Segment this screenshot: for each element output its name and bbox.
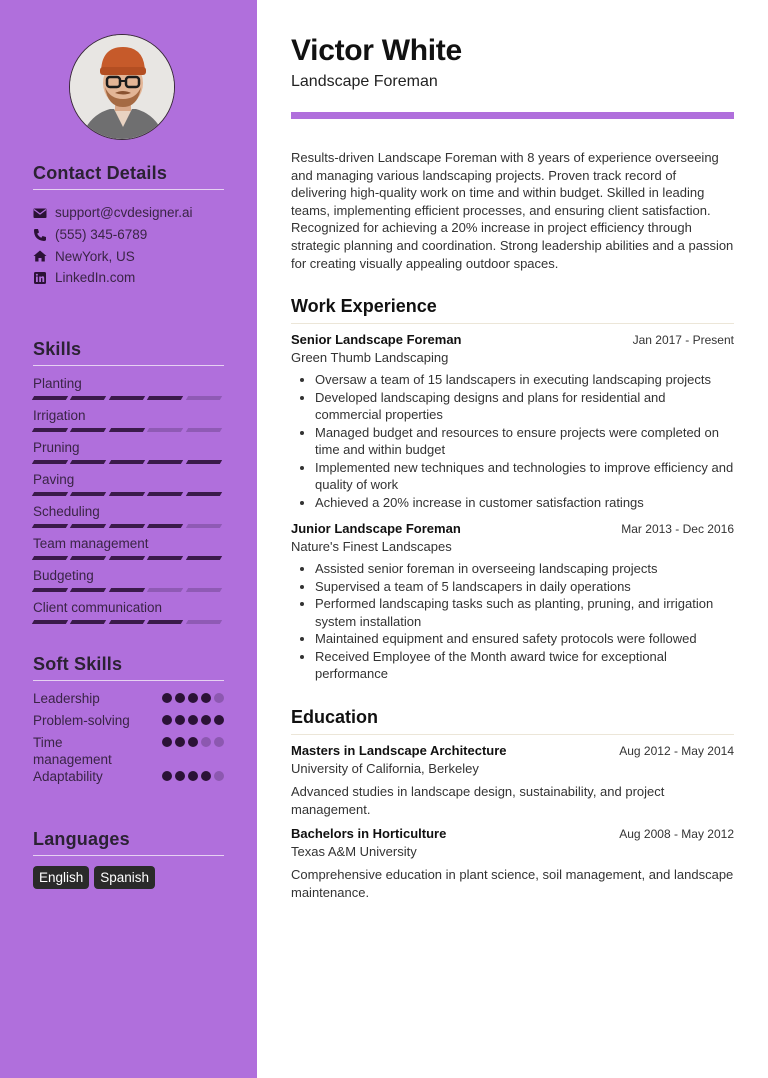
skill-name: Irrigation: [33, 408, 86, 423]
rating-dot: [188, 771, 198, 781]
skill-item: [33, 535, 224, 567]
soft-skill-item: [33, 712, 224, 734]
summary-text: Results-driven Landscape Foreman with 8 years of experience overseeing and managing various landscaping projects. Proven track record of delivering high-quality work on time and within budget. Skilled in leading teams, implementing efficient processes, and ensuring client satisfaction. Recognized for achieving a 20% increase in project efficiency through strategic planning and coordination. Strong leadership abilities and a passion for creating visually appealing outdoor spaces.: [291, 150, 734, 271]
degree-title: Masters in Landscape Architecture: [291, 743, 507, 758]
education-date: Aug 2012 - May 2014: [619, 744, 734, 758]
skill-name: Budgeting: [33, 568, 94, 583]
skill-name: Planting: [33, 376, 82, 391]
skill-item: [33, 471, 224, 503]
skills-title: Skills: [33, 339, 224, 366]
skill-level-segment: [70, 588, 107, 592]
skill-level-segment: [32, 556, 69, 560]
soft-skill-name: Adaptability: [33, 769, 103, 784]
job-company: Nature's Finest Landscapes: [291, 539, 452, 554]
skill-level-segment: [185, 524, 222, 528]
rating-dot: [188, 737, 198, 747]
work-experience-title: Work Experience: [291, 296, 734, 324]
skill-level-segment: [70, 428, 107, 432]
skill-level-segment: [32, 396, 69, 400]
rating-dot: [175, 737, 185, 747]
skill-level-segment: [147, 492, 184, 496]
soft-skill-rating: [162, 712, 224, 725]
skill-level-segment: [185, 396, 222, 400]
home-icon: [33, 249, 47, 263]
contact-phone-text: (555) 345-6789: [55, 227, 148, 243]
skill-level-bar: [33, 588, 221, 592]
envelope-icon: [33, 206, 47, 220]
skill-level-segment: [147, 524, 184, 528]
education-entry: [291, 826, 734, 901]
skill-level-bar: [33, 556, 221, 560]
degree-title: Bachelors in Horticulture: [291, 826, 447, 841]
school-name: Texas A&M University: [291, 844, 417, 859]
job-bullet: • Achieved a 20% increase in customer satisfaction ratings: [315, 494, 734, 512]
skill-level-segment: [185, 556, 222, 560]
rating-dot: [162, 715, 172, 725]
education-title: Education: [291, 707, 734, 735]
linkedin-icon: [33, 271, 47, 285]
skill-level-segment: [185, 620, 222, 624]
skill-level-segment: [32, 588, 69, 592]
job-bullets: [291, 560, 734, 683]
rating-dot: [214, 771, 224, 781]
job-company: Green Thumb Landscaping: [291, 350, 449, 365]
job-entry: [291, 521, 734, 683]
skill-name: Paving: [33, 472, 75, 487]
soft-skill-rating: [162, 768, 224, 781]
job-bullet: • Performed landscaping tasks such as planting, pruning, and irrigation system installation: [315, 595, 734, 630]
accent-divider: [291, 112, 734, 119]
rating-dot: [201, 715, 211, 725]
contact-email[interactable]: [33, 202, 224, 224]
soft-skill-item: [33, 768, 224, 790]
soft-skill-item: [33, 690, 224, 712]
job-title: Senior Landscape Foreman: [291, 332, 462, 347]
skill-item: [33, 567, 224, 599]
soft-skills-title: Soft Skills: [33, 654, 224, 681]
contact-email-text: support@cvdesigner.ai: [55, 205, 193, 221]
rating-dot: [188, 715, 198, 725]
soft-skill-name: Leadership: [33, 691, 100, 706]
skills-list: [33, 375, 224, 631]
school-name: University of California, Berkeley: [291, 761, 479, 776]
job-bullet: • Supervised a team of 5 landscapers in daily operations: [315, 578, 734, 596]
candidate-role: Landscape Foreman: [291, 73, 438, 90]
skill-level-segment: [109, 428, 146, 432]
skill-level-segment: [32, 524, 69, 528]
skill-level-segment: [70, 524, 107, 528]
skill-level-segment: [185, 588, 222, 592]
education-description: Comprehensive education in plant science, soil management, and landscape maintenance.: [291, 867, 734, 900]
skill-level-segment: [70, 396, 107, 400]
skill-level-segment: [70, 556, 107, 560]
skill-level-segment: [147, 556, 184, 560]
skill-level-segment: [185, 460, 222, 464]
rating-dot: [188, 693, 198, 703]
contact-linkedin[interactable]: [33, 267, 224, 289]
skill-level-segment: [109, 556, 146, 560]
skill-level-segment: [70, 620, 107, 624]
skill-level-segment: [185, 428, 222, 432]
skill-item: [33, 503, 224, 535]
language-badge: English: [33, 866, 89, 889]
phone-icon: [33, 228, 47, 242]
skill-level-bar: [33, 396, 221, 400]
education-description: Advanced studies in landscape design, sustainability, and project management.: [291, 784, 665, 817]
rating-dot: [214, 715, 224, 725]
languages-section: [33, 829, 224, 889]
soft-skill-item: [33, 734, 224, 768]
rating-dot: [214, 737, 224, 747]
job-bullet: • Implemented new techniques and technologies to improve efficiency and quality of work: [315, 459, 734, 494]
contact-list: [33, 202, 224, 289]
skill-item: [33, 599, 224, 631]
contact-phone[interactable]: [33, 224, 224, 246]
language-badge: Spanish: [94, 866, 155, 889]
rating-dot: [162, 771, 172, 781]
education-date: Aug 2008 - May 2012: [619, 827, 734, 841]
job-bullets: [291, 371, 734, 511]
job-date: Jan 2017 - Present: [632, 333, 734, 347]
rating-dot: [201, 771, 211, 781]
soft-skills-list: [33, 690, 224, 790]
languages-title: Languages: [33, 829, 224, 856]
skill-level-segment: [32, 620, 69, 624]
skill-level-segment: [185, 492, 222, 496]
sidebar: [0, 0, 257, 1078]
skill-level-segment: [109, 588, 146, 592]
skill-level-segment: [147, 428, 184, 432]
skill-level-segment: [32, 460, 69, 464]
rating-dot: [175, 771, 185, 781]
job-entry: [291, 332, 734, 511]
skill-level-segment: [109, 492, 146, 496]
skill-item: [33, 375, 224, 407]
skill-level-segment: [109, 396, 146, 400]
skill-level-segment: [109, 524, 146, 528]
skill-level-segment: [70, 460, 107, 464]
contact-location-text: NewYork, US: [55, 248, 135, 264]
skill-level-segment: [32, 492, 69, 496]
skill-level-bar: [33, 524, 221, 528]
soft-skill-name: Problem-solving: [33, 713, 130, 728]
job-bullet: • Received Employee of the Month award twice for exceptional performance: [315, 648, 734, 683]
rating-dot: [175, 693, 185, 703]
skill-name: Client communication: [33, 600, 163, 615]
skill-level-segment: [32, 428, 69, 432]
skill-level-segment: [147, 460, 184, 464]
skill-name: Team management: [33, 536, 149, 551]
soft-skills-section: [33, 654, 224, 790]
skill-level-segment: [147, 588, 184, 592]
job-date: Mar 2013 - Dec 2016: [621, 522, 734, 536]
rating-dot: [162, 693, 172, 703]
contact-section: [33, 163, 224, 289]
job-bullet: • Developed landscaping designs and plans for residential and commercial properties: [315, 389, 734, 424]
soft-skill-rating: [162, 690, 224, 703]
rating-dot: [162, 737, 172, 747]
job-title: Junior Landscape Foreman: [291, 521, 461, 536]
rating-dot: [214, 693, 224, 703]
soft-skill-rating: [162, 734, 224, 747]
skill-level-bar: [33, 460, 221, 464]
avatar: [69, 34, 175, 140]
job-bullet: • Assisted senior foreman in overseeing landscaping projects: [315, 560, 734, 578]
skill-level-segment: [109, 460, 146, 464]
job-bullet: • Maintained equipment and ensured safety protocols were followed: [315, 630, 734, 648]
soft-skill-name: Time management: [33, 735, 112, 767]
skill-level-bar: [33, 428, 221, 432]
skill-item: [33, 439, 224, 471]
job-bullet: • Oversaw a team of 15 landscapers in executing landscaping projects: [315, 371, 734, 389]
skill-level-segment: [147, 396, 184, 400]
job-bullet: • Managed budget and resources to ensure projects were completed on time and within budget: [315, 424, 734, 459]
languages-list: [33, 866, 224, 889]
skill-item: [33, 407, 224, 439]
candidate-name: Victor White: [291, 34, 462, 67]
contact-linkedin-text: LinkedIn.com: [55, 270, 136, 286]
skill-level-segment: [147, 620, 184, 624]
skill-level-segment: [70, 492, 107, 496]
skills-section: [33, 339, 224, 631]
contact-location: [33, 245, 224, 267]
skill-level-bar: [33, 492, 221, 496]
rating-dot: [201, 737, 211, 747]
skill-level-segment: [109, 620, 146, 624]
contact-title: Contact Details: [33, 163, 224, 190]
skill-name: Scheduling: [33, 504, 100, 519]
rating-dot: [175, 715, 185, 725]
rating-dot: [201, 693, 211, 703]
skill-name: Pruning: [33, 440, 80, 455]
skill-level-bar: [33, 620, 221, 624]
education-entry: [291, 743, 734, 818]
